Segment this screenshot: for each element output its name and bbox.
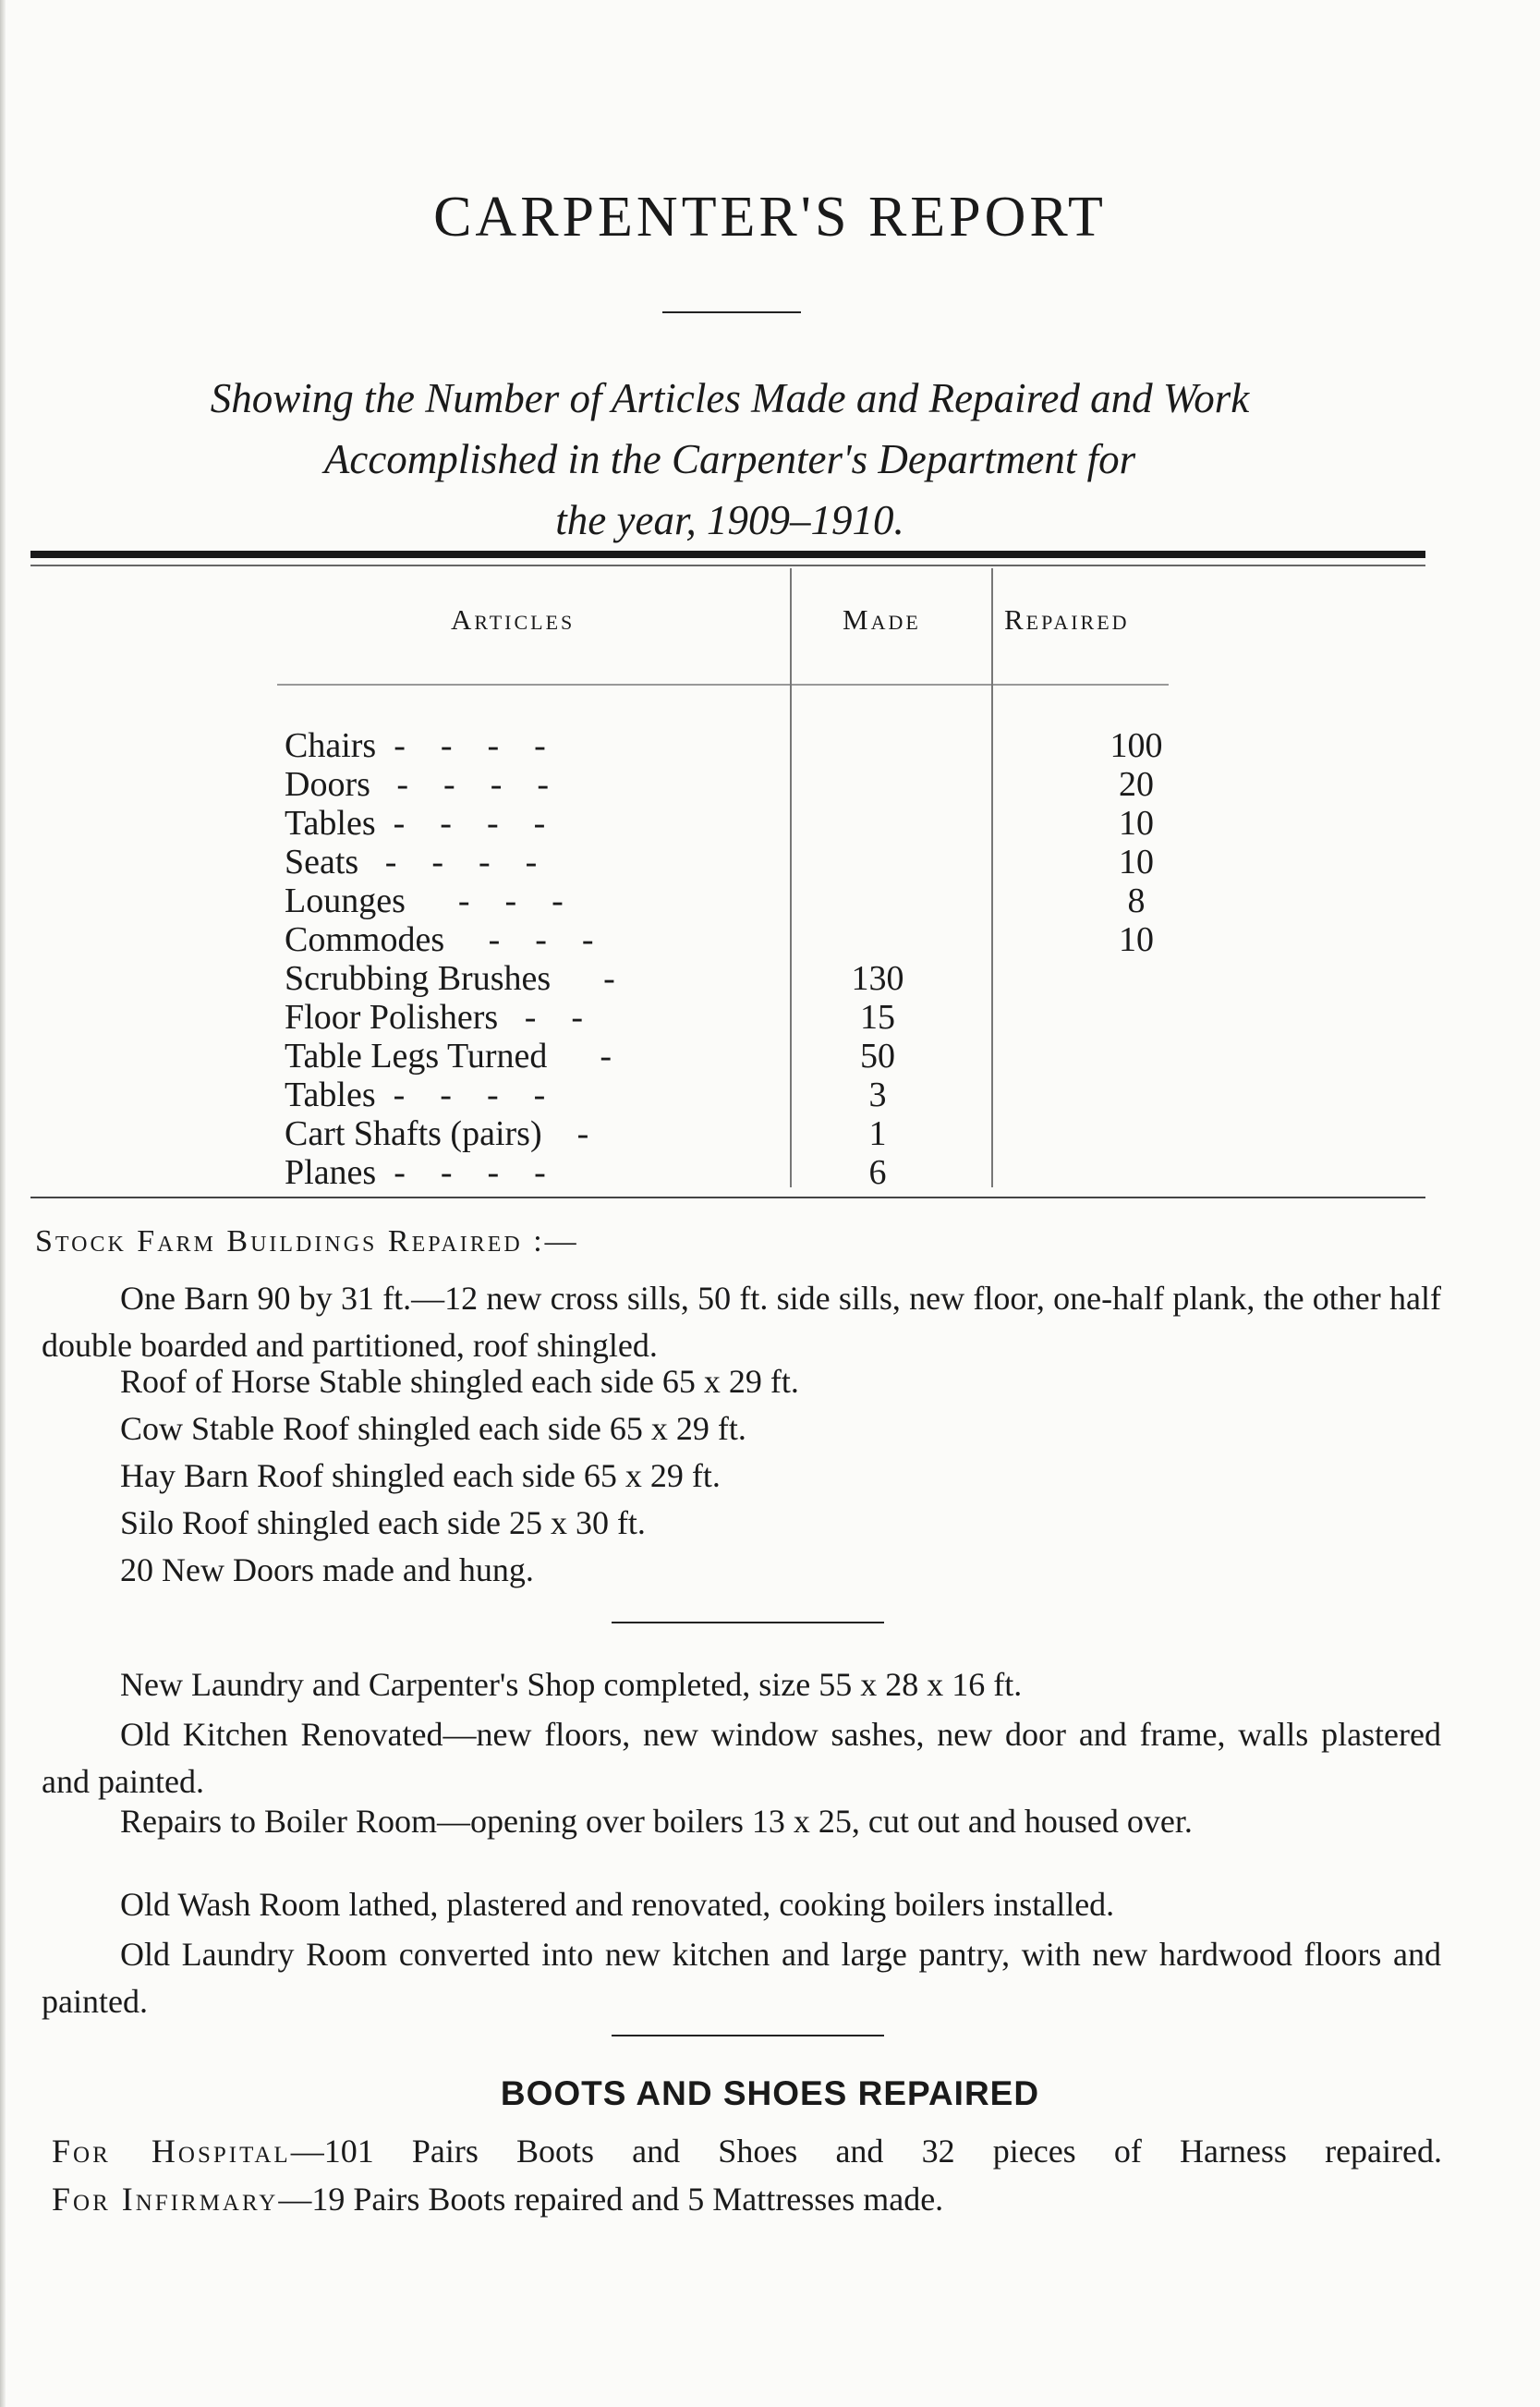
- table-row: [0, 958, 1540, 997]
- article-name: Cart Shafts (pairs) -: [285, 1114, 589, 1153]
- header-repaired: Repaired: [1004, 603, 1130, 636]
- article-name: Doors - - - -: [285, 765, 550, 804]
- repaired-count: 100: [1110, 726, 1163, 765]
- made-count: 1: [868, 1114, 887, 1153]
- stock-farm-line: 20 New Doors made and hung.: [120, 1551, 534, 1588]
- article-name: Seats - - - -: [285, 843, 538, 881]
- header-underline: [993, 684, 1169, 686]
- work-text: Old Kitchen Renovated—new floors, new window sashes, new door and frame, walls plastered and painted.: [42, 1716, 1441, 1800]
- work-text: Old Laundry Room converted into new kitchen and large pantry, with new hardwood floors and painted.: [42, 1936, 1441, 2020]
- article-name: Scrubbing Brushes -: [285, 959, 615, 998]
- made-count: 50: [860, 1037, 895, 1076]
- table-row: [0, 764, 1540, 803]
- section-divider: [612, 2035, 884, 2036]
- work-paragraph: [42, 1711, 1441, 1805]
- stock-farm-line: Cow Stable Roof shingled each side 65 x 29 ft.: [120, 1410, 746, 1447]
- repaired-count: 20: [1119, 765, 1154, 804]
- stock-farm-line: Hay Barn Roof shingled each side 65 x 29 ft.: [120, 1457, 721, 1494]
- table-row: [0, 881, 1540, 919]
- table-row: [0, 1036, 1540, 1075]
- stock-farm-barn-paragraph: [42, 1275, 1441, 1369]
- table-bottom-rule: [30, 1197, 1425, 1198]
- article-name: Floor Polishers - -: [285, 998, 583, 1037]
- table-row: [0, 1152, 1540, 1191]
- title-divider: [662, 311, 801, 313]
- section-divider: [612, 1622, 884, 1623]
- stock-farm-heading: Stock Farm Buildings Repaired :—: [35, 1224, 579, 1258]
- repaired-count: 10: [1119, 843, 1154, 881]
- work-line: Old Wash Room lathed, plastered and renovated, cooking boilers installed.: [120, 1886, 1115, 1923]
- hospital-text: —101 Pairs Boots and Shoes and 32 pieces of Harness repaired.: [290, 2133, 1442, 2170]
- article-name: Tables - - - -: [285, 1076, 546, 1114]
- subtitle-line: Showing the Number of Articles Made and Repaired and Work: [210, 375, 1250, 421]
- table-row: [0, 725, 1540, 764]
- stock-farm-line: Silo Roof shingled each side 25 x 30 ft.: [120, 1504, 646, 1541]
- made-count: 15: [860, 998, 895, 1037]
- header-made: Made: [843, 603, 921, 636]
- hospital-line: [52, 2132, 1442, 2170]
- article-name: Table Legs Turned -: [285, 1037, 612, 1076]
- subtitle-line: the year, 1909–1910.: [555, 497, 904, 543]
- article-name: Planes - - - -: [285, 1153, 546, 1192]
- page-title: CARPENTER'S REPORT: [433, 186, 1107, 249]
- boots-heading: BOOTS AND SHOES REPAIRED: [500, 2074, 1040, 2112]
- table-row: [0, 803, 1540, 842]
- article-name: Tables - - - -: [285, 804, 546, 843]
- barn-text: One Barn 90 by 31 ft.—12 new cross sills, 50 ft. side sills, new floor, one-half plank, the other half double boarded and partitioned, roof shingled.: [42, 1280, 1441, 1364]
- work-line: New Laundry and Carpenter's Shop completed, size 55 x 28 x 16 ft.: [120, 1666, 1023, 1703]
- infirmary-text: —19 Pairs Boots repaired and 5 Mattresses made.: [278, 2181, 944, 2218]
- table-row: [0, 1113, 1540, 1152]
- made-count: 130: [851, 959, 904, 998]
- article-name: Chairs - - - -: [285, 726, 546, 765]
- article-name: Commodes - - -: [285, 920, 594, 959]
- page-edge: [0, 0, 6, 2407]
- header-underline: [792, 684, 991, 686]
- made-count: 6: [868, 1153, 887, 1192]
- infirmary-label: For Infirmary: [52, 2181, 279, 2218]
- table-row: [0, 1075, 1540, 1113]
- subtitle-line: Accomplished in the Carpenter's Department for: [323, 436, 1136, 482]
- header-articles: Articles: [451, 603, 576, 636]
- table-row: [0, 997, 1540, 1036]
- repaired-count: 8: [1127, 881, 1146, 920]
- repaired-count: 10: [1119, 920, 1154, 959]
- subtitle: [83, 368, 1376, 551]
- article-name: Lounges - - -: [285, 881, 564, 920]
- table-top-rule: [30, 551, 1425, 558]
- work-paragraph: [42, 1931, 1441, 2025]
- work-paragraph: [42, 1798, 1441, 1845]
- made-count: 3: [868, 1076, 887, 1114]
- repaired-count: 10: [1119, 804, 1154, 843]
- infirmary-line: [52, 2180, 1442, 2219]
- table-row: [0, 919, 1540, 958]
- hospital-label: For Hospital: [52, 2133, 291, 2170]
- table-row: [0, 842, 1540, 881]
- header-underline: [277, 684, 790, 686]
- work-text: Repairs to Boiler Room—opening over boilers 13 x 25, cut out and housed over.: [120, 1803, 1193, 1840]
- table-top-thin-rule: [30, 565, 1425, 566]
- stock-farm-line: Roof of Horse Stable shingled each side 65 x 29 ft.: [120, 1363, 799, 1400]
